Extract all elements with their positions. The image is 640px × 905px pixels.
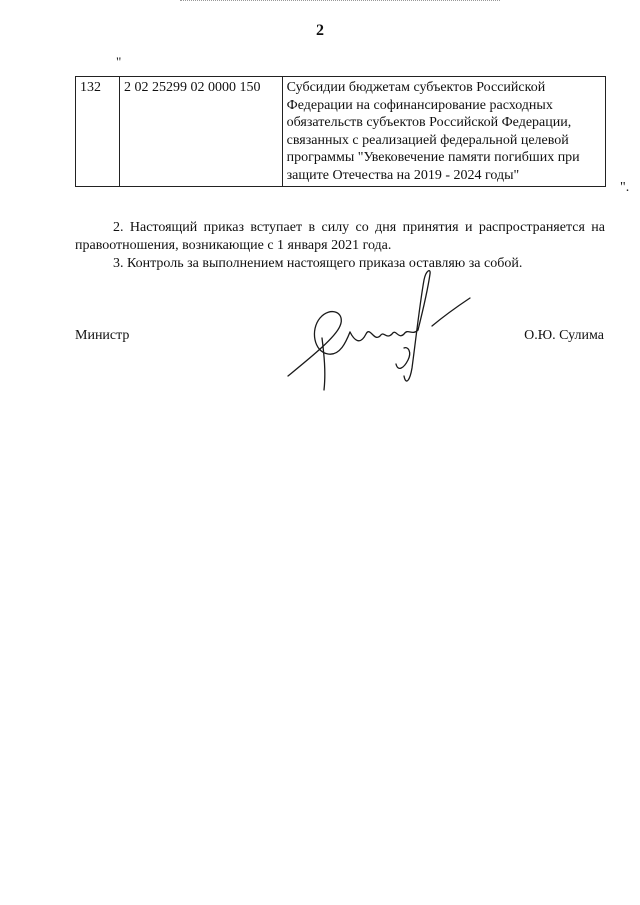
- closing-quote-mark: ".: [620, 180, 630, 195]
- table-row: [76, 77, 606, 187]
- handwritten-signature-icon: [280, 268, 480, 398]
- signatory-title: Министр: [75, 328, 130, 343]
- document-table: [75, 76, 606, 187]
- paragraph-control: 3. Контроль за выполнением настоящего приказа оставляю за собой.: [113, 256, 523, 271]
- row-number-cell: 132: [76, 77, 120, 187]
- opening-quote-mark: ": [116, 54, 122, 69]
- description-cell: Субсидии бюджетам субъектов Российской Федерации на софинансирование расходных обязательств субъектов Российской Федерации, связанных с реализацией федеральной целевой программы "Увековечение памяти погибших при защите Отечества на 2019 - 2024 годы": [282, 77, 605, 187]
- signatory-name: О.Ю. Сулима: [524, 328, 604, 343]
- scan-artifact: [180, 0, 500, 4]
- budget-code-cell: 2 02 25299 02 0000 150: [119, 77, 282, 187]
- paragraph-effective-date: 2. Настоящий приказ вступает в силу со дня принятия и распространяется на правоотношения, возникающие с 1 января 2021 года.: [75, 220, 605, 253]
- page-number: 2: [316, 22, 324, 39]
